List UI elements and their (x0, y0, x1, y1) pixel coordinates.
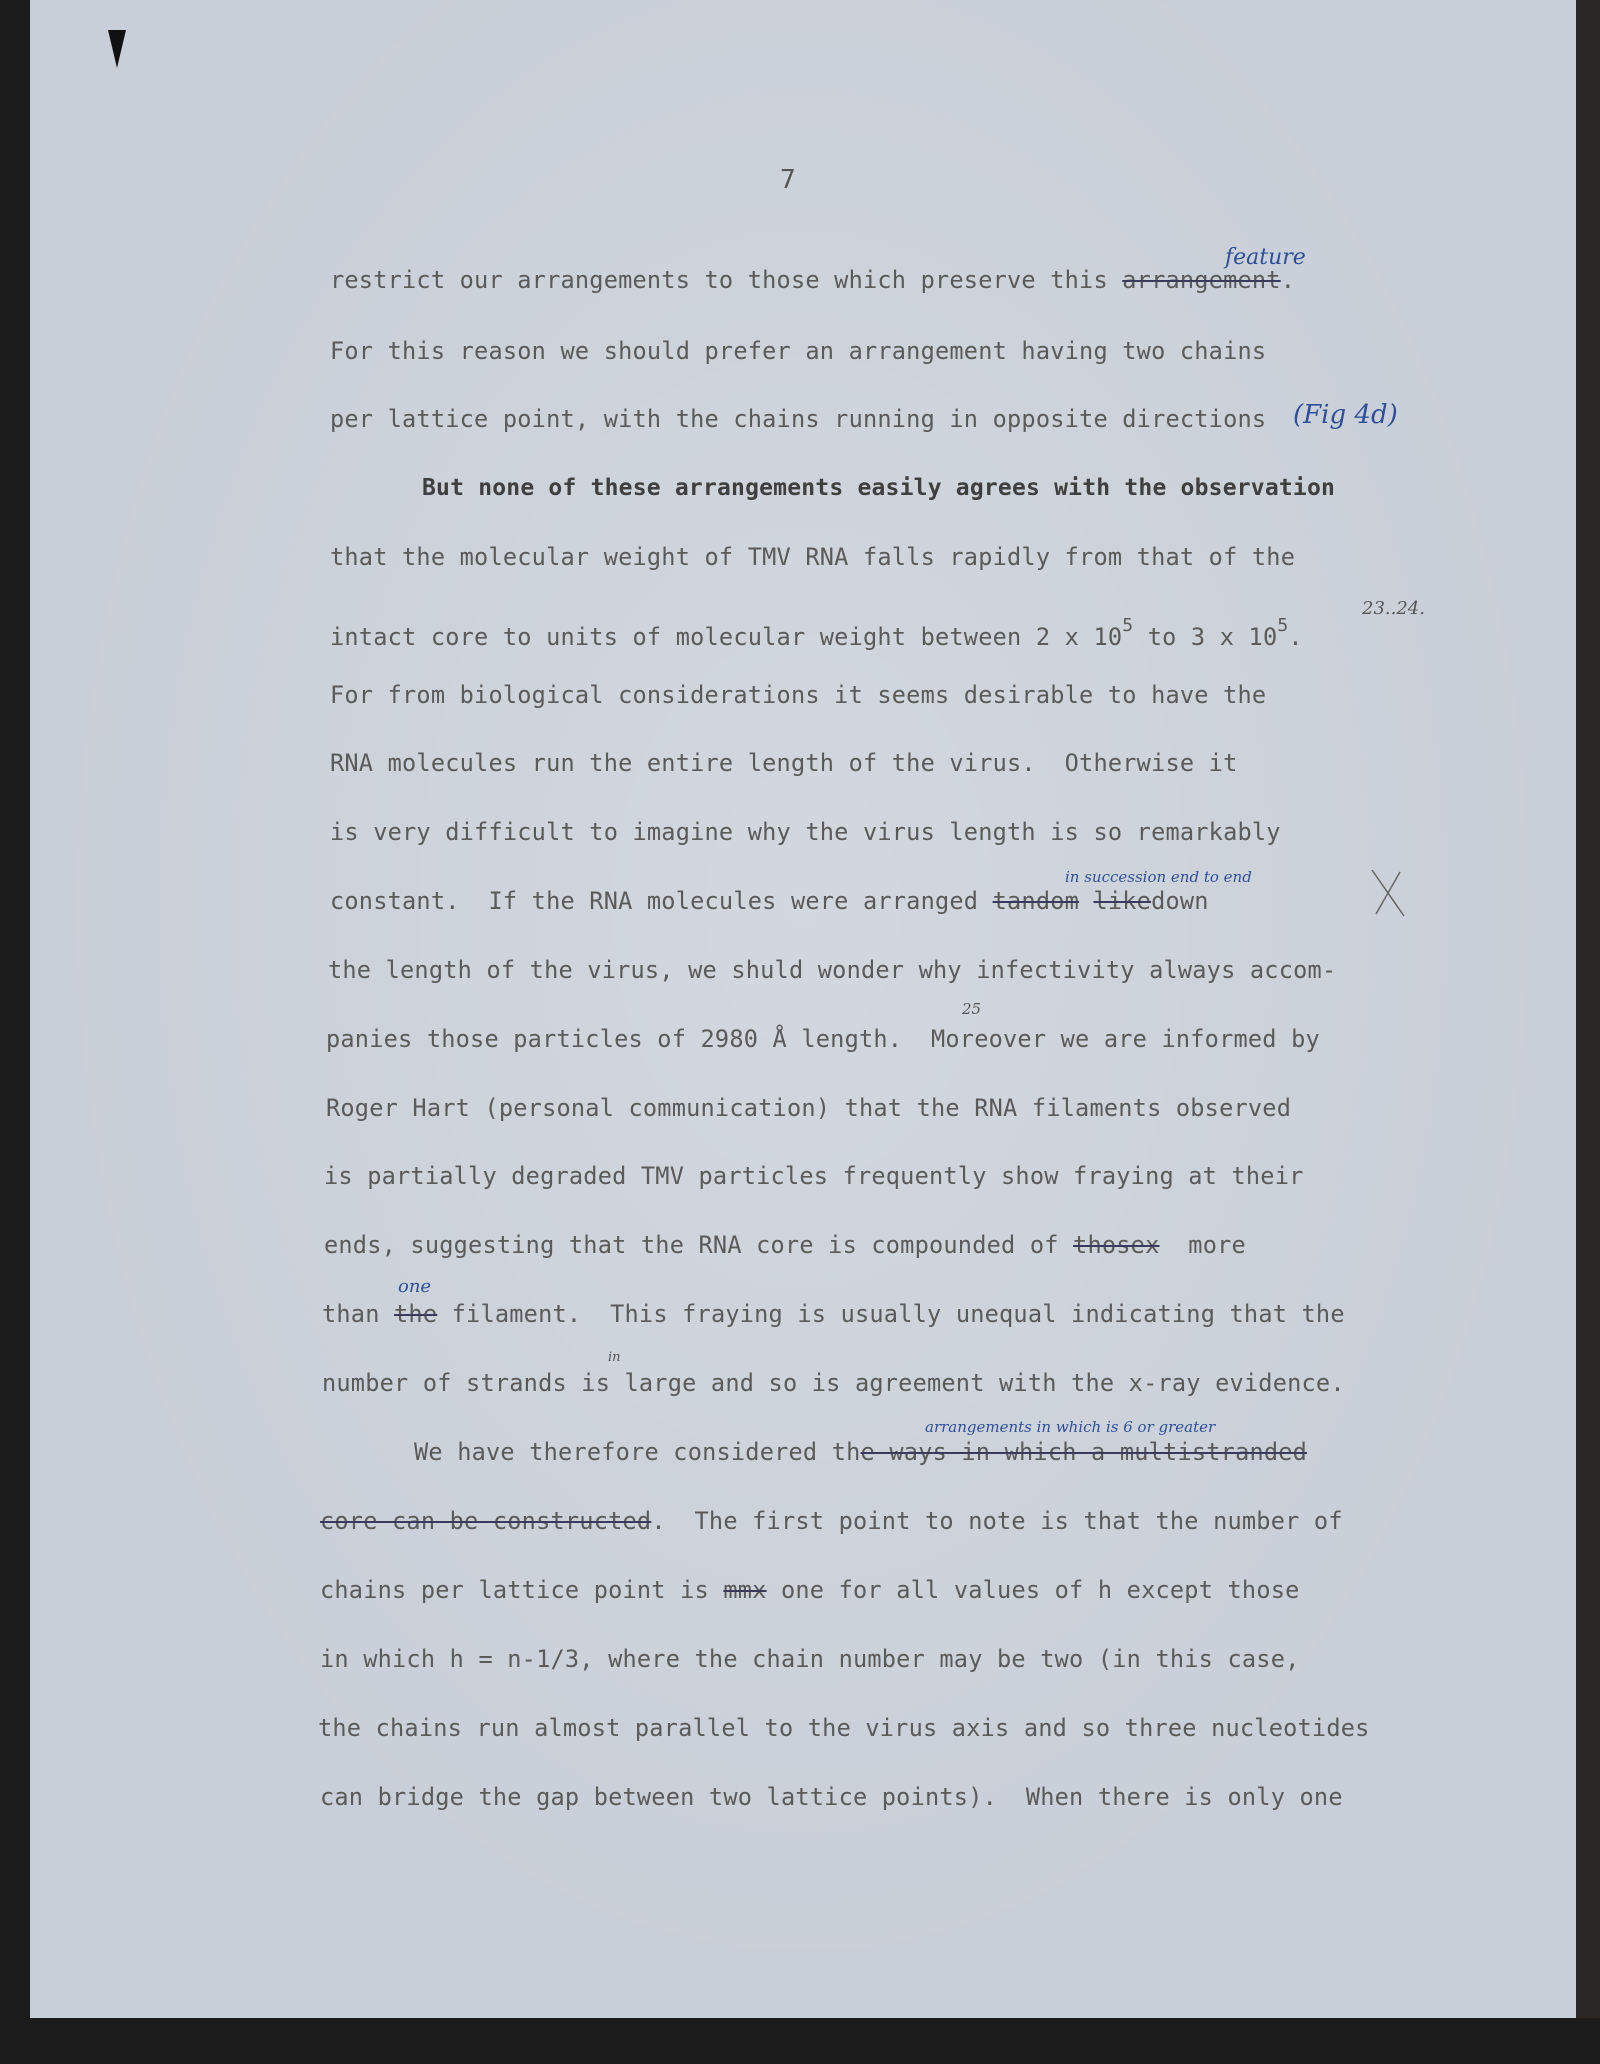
corner-marker (108, 30, 126, 68)
text-line-10: constant. If the RNA molecules were arranged tandom likedown (330, 887, 1209, 915)
text-line-11: the length of the virus, we shuld wonder why infectivity always accom- (328, 956, 1337, 984)
annotation-end-to-end: in succession end to end (1065, 868, 1252, 886)
annotation-arrangements: arrangements in which is 6 or greater (925, 1418, 1216, 1436)
text-line-17: number of strands is large and so is agreement with the x-ray evidence. (322, 1369, 1345, 1397)
text-line-9: is very difficult to imagine why the virus length is so remarkably (330, 818, 1281, 846)
text-line-23: can bridge the gap between two lattice points). When there is only one (320, 1783, 1343, 1811)
text-line-16: than the filament. This fraying is usually unequal indicating that the (322, 1300, 1345, 1328)
annotation-ref-25: 25 (962, 1000, 982, 1018)
text-line-20: chains per lattice point is mmx one for all values of h except those (320, 1576, 1300, 1604)
text-line-15: ends, suggesting that the RNA core is compounded of thosex more (324, 1231, 1246, 1259)
page-edge (1576, 0, 1600, 2018)
text-line-13: Roger Hart (personal communication) that the RNA filaments observed (326, 1094, 1292, 1122)
annotation-fig-4d: (Fig 4d) (1293, 400, 1398, 430)
text-line-12: panies those particles of 2980 Å length. Moreover we are informed by (326, 1025, 1320, 1053)
text-line-1: restrict our arrangements to those which preserve this arrangement. (330, 266, 1296, 294)
annotation-in: in (608, 1350, 621, 1365)
annotation-one: one (398, 1276, 432, 1297)
text-line-21: in which h = n-1/3, where the chain number may be two (in this case, (320, 1645, 1300, 1673)
text-line-3: per lattice point, with the chains running in opposite directions (330, 405, 1267, 433)
cross-mark-icon (1370, 868, 1406, 918)
text-line-22: the chains run almost parallel to the virus axis and so three nucleotides (318, 1714, 1370, 1742)
annotation-refs-23-24: 23..24. (1362, 598, 1425, 619)
text-line-14: is partially degraded TMV particles frequently show fraying at their (324, 1162, 1304, 1190)
text-line-7: For from biological considerations it seems desirable to have the (330, 681, 1267, 709)
text-line-18: We have therefore considered the ways in which a multistranded (414, 1438, 1308, 1466)
text-line-5: that the molecular weight of TMV RNA falls rapidly from that of the (330, 543, 1296, 571)
text-line-2: For this reason we should prefer an arrangement having two chains (330, 337, 1267, 365)
text-line-8: RNA molecules run the entire length of the virus. Otherwise it (330, 749, 1238, 777)
text-line-4: But none of these arrangements easily agrees with the observation (422, 475, 1336, 501)
page-number: 7 (780, 165, 796, 195)
text-line-19: core can be constructed. The first point to note is that the number of (320, 1507, 1343, 1535)
text-line-6: intact core to units of molecular weight between 2 x $10^5$ to 3 x $10^5$. (330, 615, 1303, 651)
annotation-feature: feature (1225, 245, 1306, 270)
